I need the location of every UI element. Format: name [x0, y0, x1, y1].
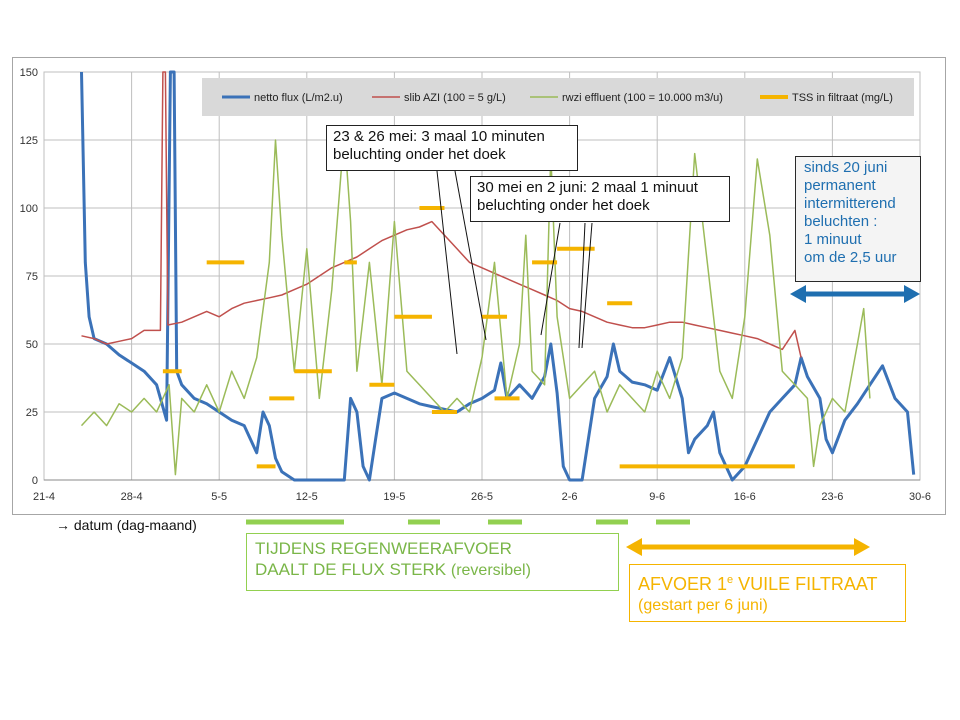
annotation-line: intermitterend	[804, 195, 896, 212]
y-tick-label: 50	[25, 339, 38, 351]
annotation-line: sinds 20 juni	[804, 159, 888, 176]
x-tick-label: 19-5	[383, 491, 406, 503]
rainfall-note-line1: TIJDENS REGENWEERAFVOER	[255, 539, 512, 558]
filtrate-note-sup: e	[727, 574, 734, 586]
filtrate-note	[629, 564, 906, 622]
legend-label: netto flux (L/m2.u)	[254, 92, 343, 104]
annotation-may-23-26	[326, 125, 578, 171]
x-tick-label: 23-6	[821, 491, 844, 503]
rainfall-note-sub: (reversibel)	[450, 562, 531, 579]
x-tick-label: 12-5	[295, 491, 318, 503]
x-tick-label: 5-5	[211, 491, 228, 503]
filtrate-note-line2: (gestart per 6 juni)	[638, 597, 768, 614]
filtrate-note-pre: AFVOER 1	[638, 574, 728, 594]
x-tick-label: 30-6	[908, 491, 932, 503]
x-tick-label: 21-4	[32, 491, 56, 503]
x-tick-label: 9-6	[649, 491, 666, 503]
annotation-line: beluchting onder het doek	[333, 146, 506, 163]
annotation-may-30-june-2	[470, 176, 730, 222]
y-tick-label: 100	[19, 203, 38, 215]
annotation-line: beluchten :	[804, 213, 878, 230]
x-tick-label: 26-5	[470, 491, 494, 503]
y-tick-label: 125	[19, 135, 38, 147]
annotation-line: permanent	[804, 177, 876, 194]
rainfall-note	[246, 533, 619, 591]
annotation-line: 23 & 26 mei: 3 maal 10 minuten	[333, 128, 545, 145]
y-tick-label: 75	[25, 271, 38, 283]
annotation-line: 30 mei en 2 juni: 2 maal 1 minuut	[477, 179, 698, 196]
rainfall-note-line2	[255, 559, 610, 581]
y-tick-label: 25	[25, 407, 38, 419]
y-tick-label: 0	[31, 475, 38, 487]
y-tick-label: 150	[19, 67, 38, 79]
rainfall-note-main: DAALT DE FLUX STERK	[255, 560, 451, 579]
orange-arrowhead-right	[854, 538, 870, 556]
x-tick-label: 2-6	[561, 491, 578, 503]
annotation-line: beluchting onder het doek	[477, 197, 650, 214]
x-tick-label: 28-4	[120, 491, 143, 503]
annotation-line: om de 2,5 uur	[804, 249, 897, 266]
legend-label: TSS in filtraat (mg/L)	[792, 92, 893, 104]
filtrate-note-line1	[638, 569, 897, 595]
annotation-since-june-20	[795, 156, 921, 282]
legend-label: rwzi effluent (100 = 10.000 m3/u)	[562, 92, 723, 104]
x-axis-title: → datum (dag-maand)	[56, 517, 197, 533]
orange-arrowhead-left	[626, 538, 642, 556]
annotation-line: 1 minuut	[804, 231, 862, 248]
x-tick-label: 16-6	[733, 491, 756, 503]
filtrate-note-post: VUILE FILTRAAT	[733, 574, 878, 594]
legend-label: slib AZI (100 = 5 g/L)	[404, 92, 506, 104]
